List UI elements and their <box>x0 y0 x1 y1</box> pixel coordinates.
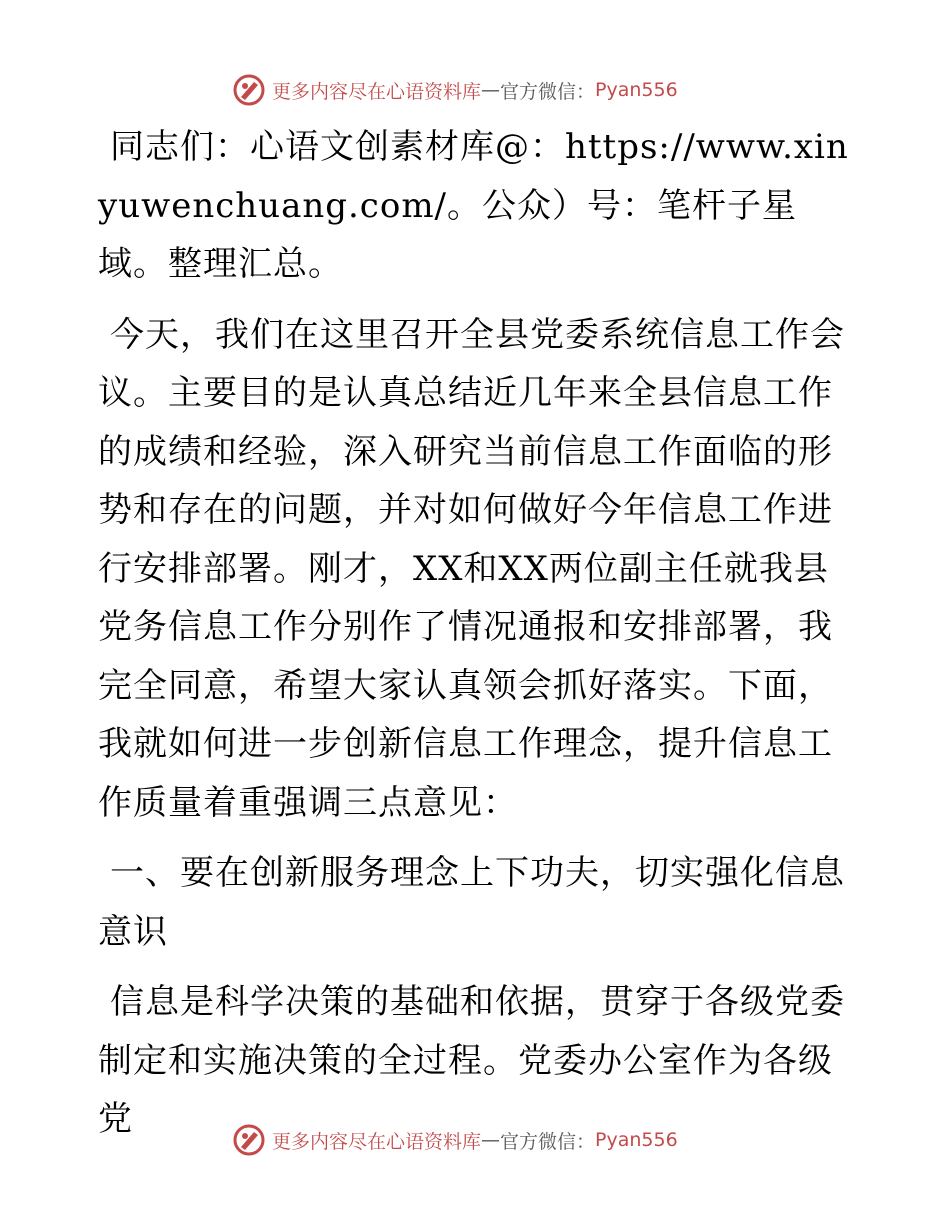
section-heading-one-text: 一、要在创新服务理念上下功夫，切实强化信息意识 <box>98 853 845 952</box>
section-heading-one <box>98 844 858 961</box>
banner-separator: — <box>481 79 501 101</box>
paragraph-intro-text: 今天，我们在这里召开全县党委系统信息工作会议。主要目的是认真总结近几年来全县信息工作的成绩和经验，深入研究当前信息工作面临的形势和存在的问题，并对如何做好今年信息工作进行安排部署。刚才，XX和XX两位副主任就我县党务信息工作分别作了情况通报和安排部署，我完全同意，希望大家认真领会抓好落实。下面，我就如何进一步创新信息工作理念，提升信息工作质量着重强调三点意见： <box>98 314 845 823</box>
paragraph-greeting-text: 同志们：心语文创素材库@：https://www.xinyuwenchuang.com/。公众）号：笔杆子星域。整理汇总。 <box>98 127 849 284</box>
paragraph-greeting <box>98 118 858 294</box>
header-watermark-banner <box>232 72 678 108</box>
banner-wechat-id: Pyan556 <box>595 79 678 101</box>
paragraph-section-one-text: 信息是科学决策的基础和依据，贯穿于各级党委制定和实施决策的全过程。党委办公室作为各级党 <box>98 982 845 1139</box>
banner-sub-text: 官方微信： <box>500 1130 596 1153</box>
paragraph-intro <box>98 306 858 833</box>
banner-wechat-id: Pyan556 <box>595 1129 678 1151</box>
document-body <box>98 118 858 1161</box>
banner-main-text: 更多内容尽在心语资料库 <box>272 80 482 103</box>
brand-logo-icon <box>232 73 266 107</box>
banner-sub-text: 官方微信： <box>500 80 596 103</box>
brand-logo-icon <box>232 1123 266 1157</box>
banner-main-text: 更多内容尽在心语资料库 <box>272 1130 482 1153</box>
footer-watermark-banner <box>232 1122 678 1158</box>
banner-separator: — <box>481 1129 501 1151</box>
